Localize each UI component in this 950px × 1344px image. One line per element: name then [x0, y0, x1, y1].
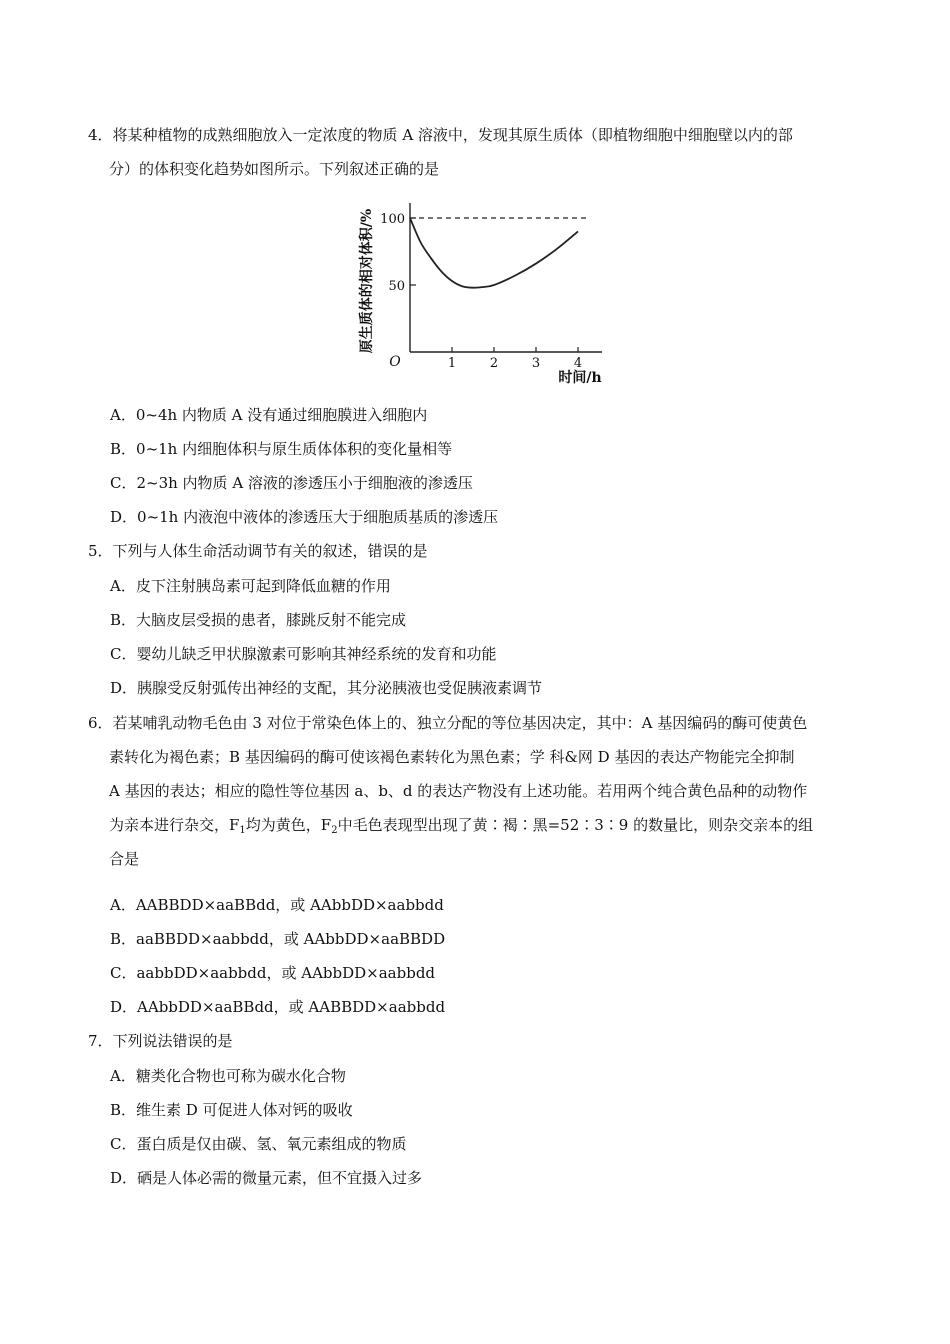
q5-option-d[interactable]: D．胰腺受反射弧传出神经的支配，其分泌胰液也受促胰液素调节 — [110, 679, 543, 697]
q7-option-a[interactable]: A．糖类化合物也可称为碳水化合物 — [110, 1067, 346, 1085]
q6-option-d[interactable]: D．AAbbDD×aaBBdd，或 AABBDD×aabbdd — [110, 998, 446, 1016]
question-6-stem-line-2: 素转化为褐色素；B 基因编码的酶可使该褐色素转化为黑色素；学 科&网 D 基因的表达产物能完全抑制 — [109, 748, 795, 766]
q6-option-b[interactable]: B．aaBBDD×aabbdd，或 AAbbDD×aaBBDD — [110, 930, 446, 948]
q5-option-a[interactable]: A．皮下注射胰岛素可起到降低血糖的作用 — [110, 577, 391, 595]
q4-option-a[interactable]: A．0~4h 内物质 A 没有通过细胞膜进入细胞内 — [110, 406, 428, 424]
x-tick-label-1: 1 — [447, 356, 457, 371]
protoplast-volume-curve — [410, 218, 578, 288]
q4-option-d[interactable]: D．0~1h 内液泡中液体的渗透压大于细胞质基质的渗透压 — [110, 508, 499, 526]
q5-option-b[interactable]: B．大脑皮层受损的患者，膝跳反射不能完成 — [110, 611, 407, 629]
q4-option-c[interactable]: C．2~3h 内物质 A 溶液的渗透压小于细胞液的渗透压 — [110, 474, 473, 492]
question-5 — [88, 534, 878, 568]
q6-option-a[interactable]: A．AABBDD×aaBBdd，或 AAbbDD×aabbdd — [110, 896, 444, 914]
x-tick-label-3: 3 — [531, 356, 541, 371]
question-7 — [88, 1024, 878, 1058]
question-6-stem-line-4: 为亲本进行杂交，$F_1$均为黄色，$F_2$中毛色表现型出现了黄∶褐∶黑=52∶3∶9 的数量比，则杂交亲本的组 — [109, 816, 814, 836]
question-6-stem-line-3: A 基因的表达；相应的隐性等位基因 a、b、d 的表达产物没有上述功能。若用两个纯合黄色品种的动物作 — [109, 782, 808, 800]
question-7-stem: 7．下列说法错误的是 — [88, 1032, 233, 1050]
x-axis-label: 时间/h — [558, 370, 602, 386]
protoplast-volume-chart — [352, 195, 622, 395]
question-5-stem: 5．下列与人体生命活动调节有关的叙述，错误的是 — [88, 542, 428, 560]
y-axis-label: 原生质体的相对体积/% — [359, 208, 375, 354]
q7-option-b[interactable]: B．维生素 D 可促进人体对钙的吸收 — [110, 1101, 353, 1119]
question-4-stem-line-2: 分）的体积变化趋势如图所示。下列叙述正确的是 — [109, 160, 440, 178]
question-4-stem-line-1: 4．将某种植物的成熟细胞放入一定浓度的物质 A 溶液中，发现其原生质体（即植物细胞中细胞壁以内的部 — [88, 126, 793, 144]
q5-option-c[interactable]: C．婴幼儿缺乏甲状腺激素可影响其神经系统的发育和功能 — [110, 645, 497, 663]
question-4 — [88, 118, 878, 186]
question-6 — [88, 706, 878, 876]
y-tick-label-100: 100 — [380, 212, 405, 227]
x-tick-label-2: 2 — [489, 356, 499, 371]
q6-option-c[interactable]: C．aabbDD×aabbdd，或 AAbbDD×aabbdd — [110, 964, 436, 982]
question-6-stem-line-5: 合是 — [109, 850, 140, 868]
q7-option-c[interactable]: C．蛋白质是仅由碳、氢、氧元素组成的物质 — [110, 1135, 407, 1153]
origin-label: O — [389, 354, 401, 370]
q7-option-d[interactable]: D．硒是人体必需的微量元素，但不宜摄入过多 — [110, 1169, 423, 1187]
q4-option-b[interactable]: B．0~1h 内细胞体积与原生质体体积的变化量相等 — [110, 440, 453, 458]
question-6-stem-line-1: 6．若某哺乳动物毛色由 3 对位于常染色体上的、独立分配的等位基因决定，其中：A 基因编码的酶可使黄色 — [88, 714, 808, 732]
x-tick-label-4: 4 — [573, 356, 583, 371]
chart-axes — [410, 203, 602, 352]
y-tick-label-50: 50 — [388, 279, 405, 294]
